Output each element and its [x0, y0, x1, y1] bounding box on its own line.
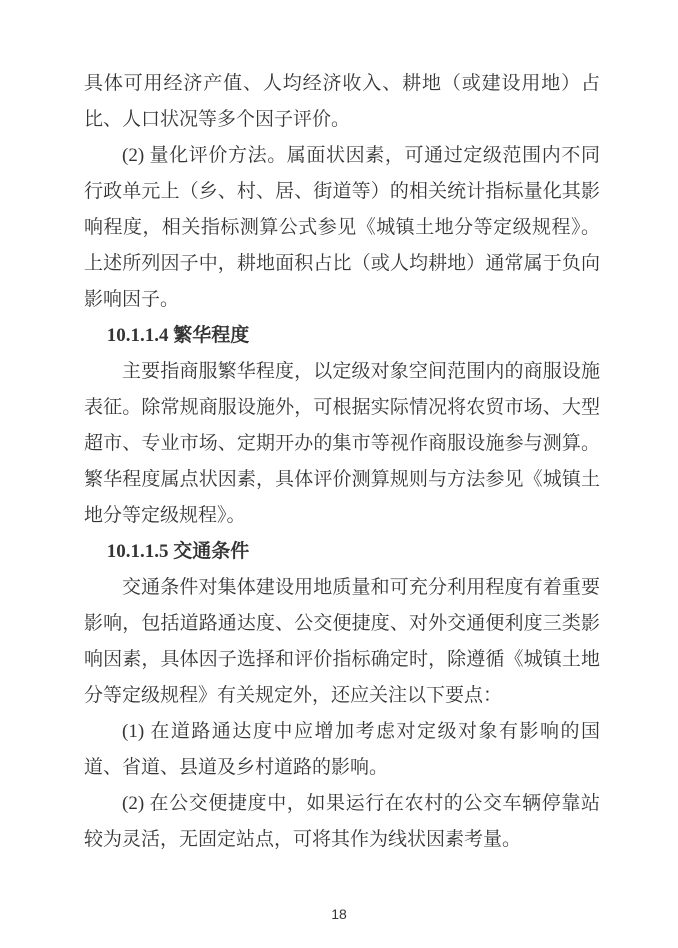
section-heading: [84, 318, 600, 354]
paragraph: (2) 在公交便捷度中，如果运行在农村的公交车辆停靠站较为灵活，无固定站点，可将其作为线状因素考量。: [84, 793, 600, 850]
heading-title: 交通条件: [173, 541, 250, 562]
heading-number: 10.1.1.4: [106, 325, 169, 346]
heading-title: 繁华程度: [173, 325, 250, 346]
paragraph: (1) 在道路通达度中应增加考虑对定级对象有影响的国道、省道、县道及乡村道路的影响。: [84, 721, 600, 778]
page-number: 18: [331, 906, 347, 922]
heading-number: 10.1.1.5: [106, 541, 169, 562]
paragraph: 具体可用经济产值、人均经济收入、耕地（或建设用地）占比、人口状况等多个因子评价。: [84, 73, 600, 130]
paragraph: 交通条件对集体建设用地质量和可充分利用程度有着重要影响，包括道路通达度、公交便捷度、对外交通便利度三类影响因素，具体因子选择和评价指标确定时，除遵循《城镇土地分等定级规程》有关规定外，还应关注以下要点：: [84, 577, 600, 706]
page-content: [84, 66, 600, 858]
paragraph: (2) 量化评价方法。属面状因素，可通过定级范围内不同行政单元上（乡、村、居、街道等）的相关统计指标量化其影响程度，相关指标测算公式参见《城镇土地分等定级规程》。上述所列因子中，耕地面积占比（或人均耕地）通常属于负向影响因子。: [84, 145, 600, 310]
paragraph: 主要指商服繁华程度，以定级对象空间范围内的商服设施表征。除常规商服设施外，可根据实际情况将农贸市场、大型超市、专业市场、定期开办的集市等视作商服设施参与测算。繁华程度属点状因素，具体评价测算规则与方法参见《城镇土地分等定级规程》。: [84, 361, 600, 526]
section-heading: [84, 534, 600, 570]
